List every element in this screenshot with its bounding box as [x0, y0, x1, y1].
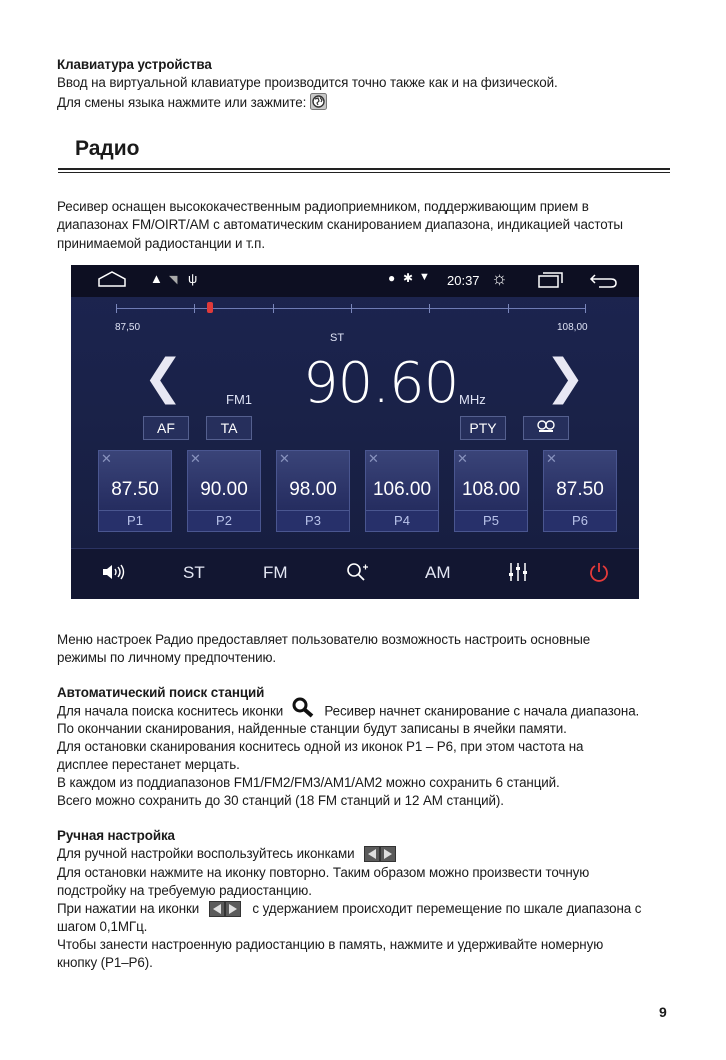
- auto-search-line-3: Для остановки сканирования коснитесь одной из иконок P1 – P6, при этом частота на: [57, 739, 584, 754]
- auto-search-line-4: дисплее перестанет мерцать.: [57, 757, 240, 772]
- delete-icon[interactable]: ✕: [190, 451, 201, 466]
- preset-button[interactable]: [276, 450, 350, 532]
- preset-name: P4: [366, 510, 438, 531]
- preset-button[interactable]: [98, 450, 172, 532]
- globe-icon: [310, 93, 327, 114]
- auto-search-line-1b: Ресивер начнет сканирование с начала диапазона.: [324, 703, 640, 719]
- scale-tick: [508, 304, 509, 313]
- bottom-toolbar: [71, 548, 639, 599]
- heading-rule: [58, 168, 670, 170]
- auto-search-line-6: Всего можно сохранить до 30 станций (18 FM станций и 12 AM станций).: [57, 793, 504, 808]
- status-time: 20:37: [447, 273, 480, 288]
- fm-button[interactable]: FM: [263, 563, 288, 582]
- auto-search-line-5: В каждом из поддиапазонов FM1/FM2/FM3/AM1/AM2 можно сохранить 6 станций.: [57, 775, 560, 790]
- speaker-pair-icon: [536, 420, 556, 436]
- brightness-icon[interactable]: ☼: [491, 268, 508, 288]
- section-title: Радио: [75, 137, 140, 160]
- recent-apps-icon[interactable]: [538, 272, 564, 291]
- scale-tick: [585, 304, 586, 313]
- scale-tick: [194, 304, 195, 313]
- page-number: 9: [659, 1004, 667, 1020]
- pty-button[interactable]: PTY: [460, 416, 506, 440]
- preset-frequency: 106.00: [372, 479, 432, 500]
- preset-frequency: 87.50: [111, 479, 159, 500]
- scale-min: 87,50: [115, 322, 141, 333]
- preset-name: P3: [277, 510, 349, 531]
- intro-line-3: принимаемой радиостанции и т.п.: [57, 236, 265, 251]
- tune-up-icon[interactable]: ❯: [545, 349, 586, 405]
- st-button[interactable]: ST: [183, 563, 205, 582]
- intro-line-1: Ресивер оснащен высококачественным радиоприемником, поддерживающим прием в: [57, 199, 589, 214]
- scale-knob[interactable]: [207, 302, 213, 313]
- bluetooth-icon: ✱: [403, 271, 414, 285]
- delete-icon[interactable]: ✕: [457, 451, 468, 466]
- frequency-unit: MHz: [459, 392, 486, 407]
- preset-frequency: 98.00: [289, 479, 337, 500]
- scale-tick: [351, 304, 352, 313]
- manual-line-4a: При нажатии на иконки: [57, 901, 200, 916]
- back-icon[interactable]: [589, 272, 617, 291]
- auto-search-line-2: По окончании сканирования, найденные станции будут записаны в ячейки памяти.: [57, 721, 567, 736]
- manual-line-6: Чтобы занести настроенную радиостанцию в память, нажмите и удерживайте номерную: [57, 937, 604, 952]
- scale-tick: [429, 304, 430, 313]
- stereo-indicator: ST: [330, 332, 345, 344]
- loudness-button[interactable]: [523, 416, 569, 440]
- search-icon[interactable]: [345, 561, 369, 588]
- auto-search-title: Автоматический поиск станций: [57, 685, 265, 700]
- tune-down-icon[interactable]: ❮: [143, 349, 184, 405]
- auto-search-line-1a: Для начала поиска коснитесь иконки: [57, 703, 284, 719]
- preset-frequency: 108.00: [461, 479, 521, 500]
- keyboard-line-1: Ввод на виртуальной клавиатуре производится точно также как и на физической.: [57, 75, 558, 90]
- preset-button[interactable]: [365, 450, 439, 532]
- manual-line-4b: с удержанием происходит перемещение по шкале диапазона с: [252, 901, 642, 916]
- delete-icon[interactable]: ✕: [546, 451, 557, 466]
- equalizer-icon[interactable]: [507, 561, 529, 588]
- arrow-left-icon: [209, 901, 225, 917]
- preset-name: P1: [99, 510, 171, 531]
- manual-line-4: [57, 900, 641, 917]
- frequency-scale[interactable]: [116, 308, 586, 309]
- usb-icon: ψ: [188, 271, 198, 286]
- preset-button[interactable]: [454, 450, 528, 532]
- manual-line-7: кнопку (P1–P6).: [57, 955, 153, 970]
- menu-line-1: Меню настроек Радио предоставляет пользователю возможность настроить основные: [57, 632, 591, 647]
- keyboard-line-2: [57, 93, 327, 114]
- scale-tick: [273, 304, 274, 313]
- scale-max: 108,00: [557, 322, 588, 333]
- band-label: FM1: [226, 392, 252, 407]
- arrow-right-icon: [380, 846, 396, 862]
- delete-icon[interactable]: ✕: [101, 451, 112, 466]
- heading-rule-thin: [58, 172, 670, 173]
- delete-icon[interactable]: ✕: [368, 451, 379, 466]
- status-bar: [71, 265, 639, 297]
- arrow-right-icon: [225, 901, 241, 917]
- manual-line-5: шагом 0,1МГц.: [57, 919, 148, 934]
- arrow-left-icon: [364, 846, 380, 862]
- preset-frequency: 90.00: [200, 479, 248, 500]
- radio-screenshot: [71, 265, 639, 599]
- manual-title: Ручная настройка: [57, 828, 175, 843]
- scale-tick: [116, 304, 117, 313]
- ta-button[interactable]: TA: [206, 416, 252, 440]
- search-icon: [291, 696, 315, 722]
- signal-icon: ▼: [419, 271, 430, 283]
- keyboard-title: Клавиатура устройства: [57, 57, 212, 72]
- keyboard-line-2-text: Для смены языка нажмите или зажмите:: [57, 95, 307, 111]
- af-button[interactable]: AF: [143, 416, 189, 440]
- am-button[interactable]: AM: [425, 563, 451, 582]
- preset-button[interactable]: [187, 450, 261, 532]
- preset-button[interactable]: [543, 450, 617, 532]
- intro-line-2: диапазонах FM/OIRT/AM с автоматическим сканированием диапазона, индикацией частоты: [57, 217, 623, 232]
- preset-name: P6: [544, 510, 616, 531]
- preset-frequency: 87.50: [556, 479, 604, 500]
- warning-icon: ▲: [150, 271, 163, 286]
- preset-name: P5: [455, 510, 527, 531]
- current-frequency: 90.60: [303, 351, 459, 416]
- home-icon: [97, 270, 127, 291]
- manual-line-1-text: Для ручной настройки воспользуйтесь иконками: [57, 846, 355, 861]
- preset-name: P2: [188, 510, 260, 531]
- location-icon: ●: [388, 271, 396, 285]
- wifi-icon: ◥: [169, 274, 178, 286]
- manual-line-3: подстройку на требуемую радиостанцию.: [57, 883, 312, 898]
- delete-icon[interactable]: ✕: [279, 451, 290, 466]
- manual-line-2: Для остановки нажмите на иконку повторно. Таким образом можно произвести точную: [57, 865, 590, 880]
- volume-icon[interactable]: [101, 562, 127, 587]
- menu-line-2: режимы по личному предпочтению.: [57, 650, 277, 665]
- manual-line-1: [57, 845, 396, 862]
- power-icon[interactable]: [588, 561, 610, 588]
